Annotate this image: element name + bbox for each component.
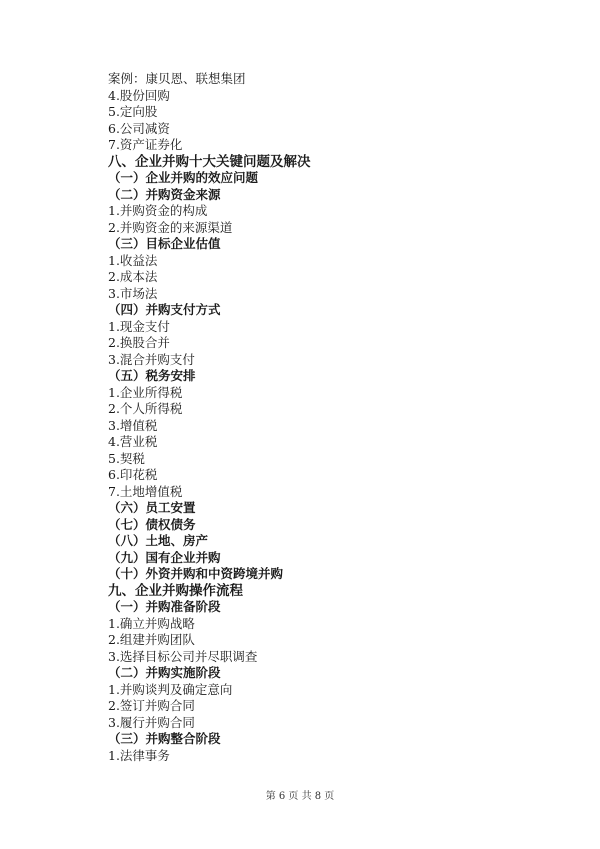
list-item: 2.并购资金的来源渠道 [108, 219, 233, 235]
list-item: 7.资产证券化 [108, 137, 183, 152]
list-item: 5.定向股 [108, 104, 158, 119]
list-item: 1.确立并购战略 [108, 615, 195, 631]
subsection-heading: （一）并购准备阶段 [108, 599, 221, 614]
list-item: 5.契税 [108, 450, 145, 466]
subsection-heading: （三）并购整合阶段 [108, 731, 221, 746]
subsection-heading: （九）国有企业并购 [108, 549, 221, 565]
list-item: 案例：康贝恩、联想集团 [108, 71, 246, 86]
list-item: 1.法律事务 [108, 747, 170, 763]
list-item: 3.增值税 [108, 417, 158, 433]
list-item: 1.收益法 [108, 252, 158, 268]
list-item: 1.并购资金的构成 [108, 203, 208, 218]
list-item: 2.组建并购团队 [108, 632, 195, 647]
list-item: 3.混合并购支付 [108, 351, 195, 367]
subsection-heading: （一）企业并购的效应问题 [108, 170, 259, 185]
subsection-heading: （十）外资并购和中资跨境并购 [108, 566, 284, 581]
list-item: 7.土地增值税 [108, 483, 183, 499]
list-item: 3.选择目标公司并尽职调查 [108, 648, 258, 664]
list-item: 4.股份回购 [108, 87, 170, 103]
subsection-heading: （二）并购实施阶段 [108, 665, 221, 680]
section-heading: 九、企业并购操作流程 [108, 582, 243, 599]
subsection-heading: （八）土地、房产 [108, 533, 209, 548]
subsection-heading: （四）并购支付方式 [108, 302, 221, 317]
list-item: 1.企业所得税 [108, 384, 183, 400]
list-item: 2.个人所得税 [108, 401, 183, 416]
section-heading: 八、企业并购十大关键问题及解决 [108, 153, 311, 170]
list-item: 2.签订并购合同 [108, 698, 195, 713]
list-item: 3.履行并购合同 [108, 714, 195, 730]
subsection-heading: （七）债权债务 [108, 516, 196, 532]
page-footer: 第 6 页 共 8 页 [265, 791, 335, 802]
subsection-heading: （六）员工安置 [108, 500, 196, 515]
list-item: 6.公司减资 [108, 120, 170, 136]
list-item: 1.并购谈判及确定意向 [108, 681, 233, 697]
list-item: 3.市场法 [108, 285, 158, 301]
subsection-heading: （二）并购资金来源 [108, 186, 221, 202]
list-item: 2.换股合并 [108, 335, 170, 350]
list-item: 4.营业税 [108, 434, 158, 449]
document-body [108, 71, 528, 764]
subsection-heading: （三）目标企业估值 [108, 236, 221, 251]
list-item: 6.印花税 [108, 467, 158, 482]
list-item: 1.现金支付 [108, 318, 170, 334]
subsection-heading: （五）税务安排 [108, 368, 196, 383]
list-item: 2.成本法 [108, 269, 158, 284]
